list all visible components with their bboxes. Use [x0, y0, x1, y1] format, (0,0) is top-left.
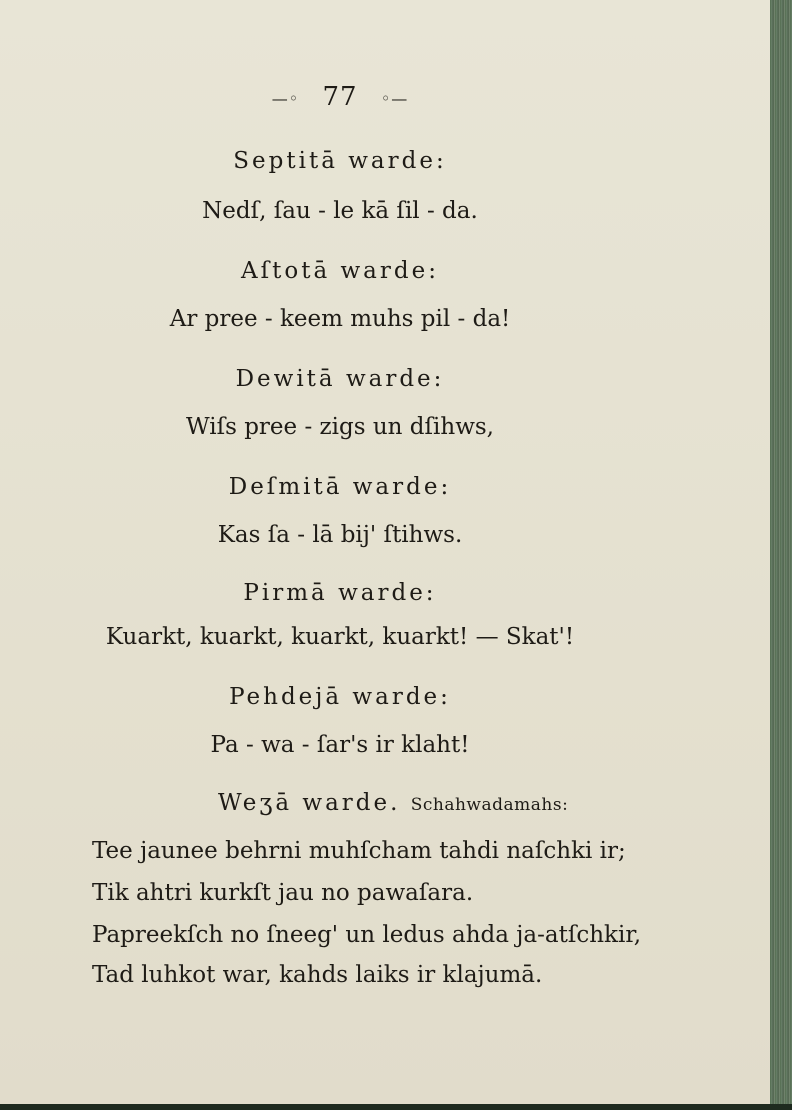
final-verse-line-3: Papreekſch no ſneeg' un ledus ahda ja-atſchkir, [92, 922, 642, 948]
final-verse-line-2: Tik ahtri kurkſt jau no pawaſara. [92, 880, 474, 906]
stanza-heading-5: Pirmā warde: [243, 580, 437, 606]
final-speaker: Schahwadamahs: [410, 795, 569, 815]
final-heading-text: Weʒā warde. [218, 790, 401, 816]
stanza-line-2: Ar pree - keem muhs pil - da! [169, 306, 511, 332]
book-binding-edge [770, 0, 792, 1110]
stanza-line-1: Nedſ, ſau - le kā ſil - da. [202, 198, 478, 224]
final-verse-line-1: Tee jaunee behrni muhſcham tahdi naſchki ir; [92, 838, 626, 864]
page-bottom-edge [0, 1104, 792, 1110]
stanza-line-6: Pa - wa - ſar's ir klaht! [210, 732, 470, 758]
stanza-heading-2: Aſtotā warde: [241, 258, 439, 284]
stanza-heading-4: Deſmitā warde: [228, 474, 452, 500]
stanza-heading-1: Septitā warde: [233, 148, 447, 174]
stanza-heading-6: Pehdejā warde: [229, 684, 451, 710]
final-verse-line-4: Tad luhkot war, kahds laiks ir klajumā. [92, 962, 543, 988]
final-stanza-heading [218, 790, 568, 816]
left-ornament: —◦ [271, 88, 300, 108]
stanza-line-5: Kuarkt, kuarkt, kuarkt, kuarkt! — Skat'! [105, 624, 575, 650]
page-header [0, 82, 680, 112]
right-ornament: ◦— [380, 88, 409, 108]
stanza-line-3: Wiſs pree - zigs un dſihws, [185, 414, 494, 440]
stanza-heading-3: Dewitā warde: [235, 366, 445, 392]
page-number: 77 [322, 82, 358, 112]
stanza-line-4: Kas ſa - lā bij' ſtihws. [217, 522, 463, 548]
